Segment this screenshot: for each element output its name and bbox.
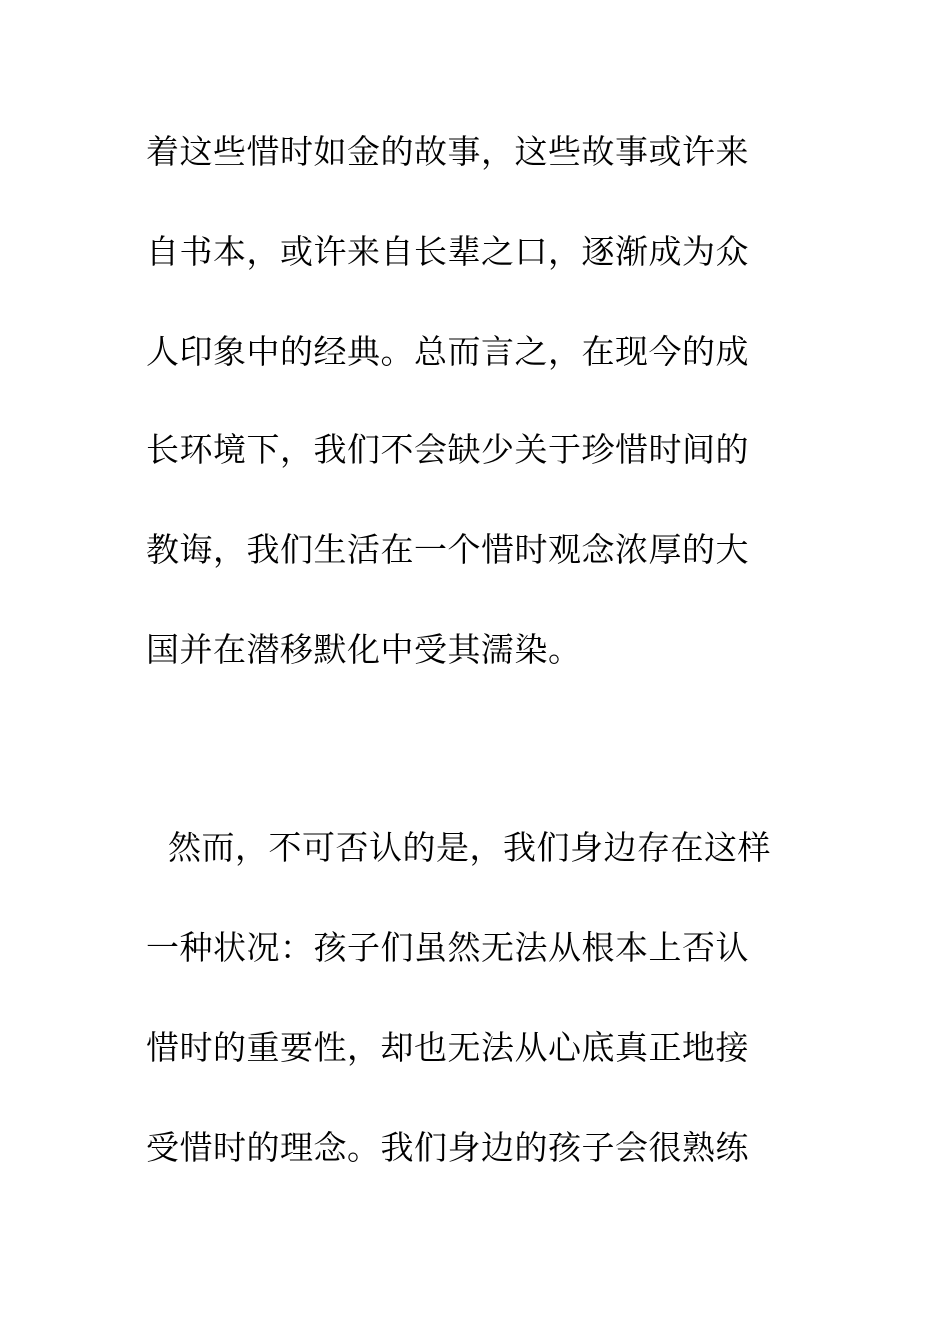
paragraph-2-line-4: 受惜时的理念。我们身边的孩子会很熟练 xyxy=(146,1128,749,1167)
paragraph-2-line-3: 惜时的重要性，却也无法从心底真正地接 xyxy=(146,1028,749,1067)
paragraph-2-line-2: 一种状况：孩子们虽然无法从根本上否认 xyxy=(146,928,749,967)
paragraph-1-line-6: 国并在潜移默化中受其濡染。 xyxy=(146,630,582,669)
paragraph-1-line-3: 人印象中的经典。总而言之，在现今的成 xyxy=(146,332,749,371)
paragraph-2-line-1: 然而，不可否认的是，我们身边存在这样 xyxy=(146,828,771,867)
paragraph-1-line-5: 教诲，我们生活在一个惜时观念浓厚的大 xyxy=(146,530,749,569)
paragraph-1-line-4: 长环境下，我们不会缺少关于珍惜时间的 xyxy=(146,430,749,469)
paragraph-1-line-2: 自书本，或许来自长辈之口，逐渐成为众 xyxy=(146,232,749,271)
paragraph-1-line-1: 着这些惜时如金的故事，这些故事或许来 xyxy=(146,132,749,171)
